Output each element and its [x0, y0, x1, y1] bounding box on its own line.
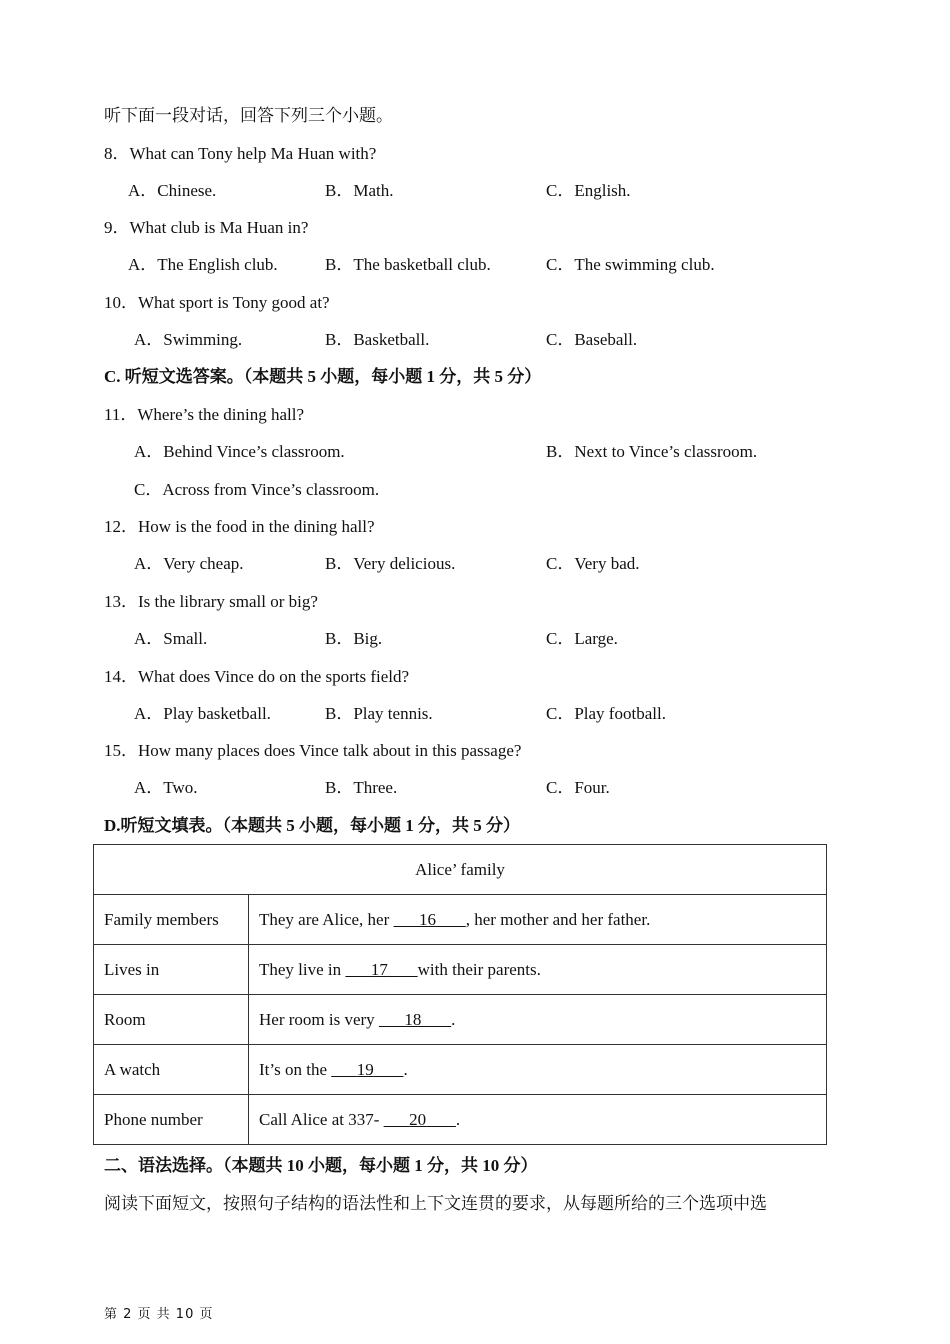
text-after-blank: with their parents.	[417, 959, 541, 979]
answer-option: B．Big.	[325, 629, 383, 648]
answer-blank[interactable]	[331, 1060, 403, 1080]
blank-number: 16	[419, 909, 437, 929]
table-row	[94, 1095, 827, 1145]
blank-number: 19	[356, 1059, 374, 1079]
row-label: Phone number	[94, 1095, 249, 1145]
row-label: Lives in	[94, 945, 249, 995]
text-before-blank: They are Alice, her	[259, 909, 394, 929]
text-after-blank: .	[451, 1009, 456, 1029]
section-2-instructions: 阅读下面短文，按照句子结构的语法性和上下文连贯的要求，从每题所给的三个选项中选	[104, 1194, 767, 1213]
text-before-blank: It’s on the	[259, 1059, 332, 1079]
page-footer: 第 2 页 共 10 页	[104, 1307, 214, 1322]
row-label: Family members	[94, 895, 249, 945]
question-text: 11．Where’s the dining hall?	[104, 405, 305, 424]
question-text: 13．Is the library small or big?	[104, 592, 318, 611]
table-row	[94, 895, 827, 945]
answer-blank[interactable]	[345, 960, 417, 980]
answer-option: B．Three.	[325, 778, 398, 797]
section-d-heading: D.听短文填表。（本题共 5 小题，每小题 1 分，共 5 分）	[104, 816, 521, 835]
intro-text: 听下面一段对话，回答下列三个小题。	[104, 106, 393, 125]
answer-option: A．Small.	[134, 629, 208, 648]
row-content	[249, 1095, 827, 1145]
text-before-blank: Her room is very	[259, 1009, 379, 1029]
text-before-blank: They live in	[259, 959, 346, 979]
question-text: 15．How many places does Vince talk about in this passage?	[104, 741, 522, 760]
row-content	[249, 995, 827, 1045]
text-after-blank: , her mother and her father.	[465, 909, 651, 929]
answer-option: C．Very bad.	[546, 554, 640, 573]
text-after-blank: .	[455, 1109, 461, 1129]
section-2-heading: 二、语法选择。（本题共 10 小题，每小题 1 分，共 10 分）	[104, 1156, 538, 1175]
question-text: 8．What can Tony help Ma Huan with?	[104, 144, 377, 163]
answer-option: B．Next to Vince’s classroom.	[546, 442, 758, 461]
answer-option: C．English.	[546, 181, 631, 200]
answer-option: B．Very delicious.	[325, 554, 456, 573]
fill-in-table	[93, 844, 827, 1145]
table-row	[94, 995, 827, 1045]
answer-option: C．The swimming club.	[546, 255, 715, 274]
answer-option: A．The English club.	[128, 255, 278, 274]
row-content	[249, 945, 827, 995]
blank-number: 20	[409, 1109, 427, 1129]
blank-number: 18	[404, 1009, 422, 1029]
answer-option: A．Very cheap.	[134, 554, 244, 573]
answer-option: C．Four.	[546, 778, 610, 797]
answer-option: A．Behind Vince’s classroom.	[134, 442, 345, 461]
answer-option: C．Across from Vince’s classroom.	[134, 480, 380, 499]
answer-blank[interactable]	[379, 1010, 451, 1030]
row-label: A watch	[94, 1045, 249, 1095]
answer-option: B．The basketball club.	[325, 255, 491, 274]
answer-option: B．Basketball.	[325, 330, 430, 349]
answer-option: A．Swimming.	[134, 330, 243, 349]
question-text: 12．How is the food in the dining hall?	[104, 517, 375, 536]
row-content	[249, 895, 827, 945]
answer-option: B．Play tennis.	[325, 704, 433, 723]
text-after-blank: .	[403, 1059, 408, 1079]
answer-option: A．Play basketball.	[134, 704, 271, 723]
table-row	[94, 945, 827, 995]
answer-option: A．Two.	[134, 778, 198, 797]
answer-option: C．Baseball.	[546, 330, 638, 349]
answer-option: B．Math.	[325, 181, 394, 200]
answer-option: C．Play football.	[546, 704, 666, 723]
answer-blank[interactable]	[384, 1110, 456, 1130]
table-row	[94, 1045, 827, 1095]
answer-option: C．Large.	[546, 629, 618, 648]
question-text: 10．What sport is Tony good at?	[104, 293, 330, 312]
row-content	[249, 1045, 827, 1095]
table-title: Alice’ family	[94, 845, 827, 895]
row-label: Room	[94, 995, 249, 1045]
answer-blank[interactable]	[394, 910, 466, 930]
blank-number: 17	[370, 959, 388, 979]
section-c-heading: C. 听短文选答案。（本题共 5 小题，每小题 1 分，共 5 分）	[104, 367, 542, 386]
question-text: 9．What club is Ma Huan in?	[104, 218, 309, 237]
question-text: 14．What does Vince do on the sports field?	[104, 667, 410, 686]
answer-option: A．Chinese.	[128, 181, 217, 200]
text-before-blank: Call Alice at 337-	[259, 1109, 384, 1129]
